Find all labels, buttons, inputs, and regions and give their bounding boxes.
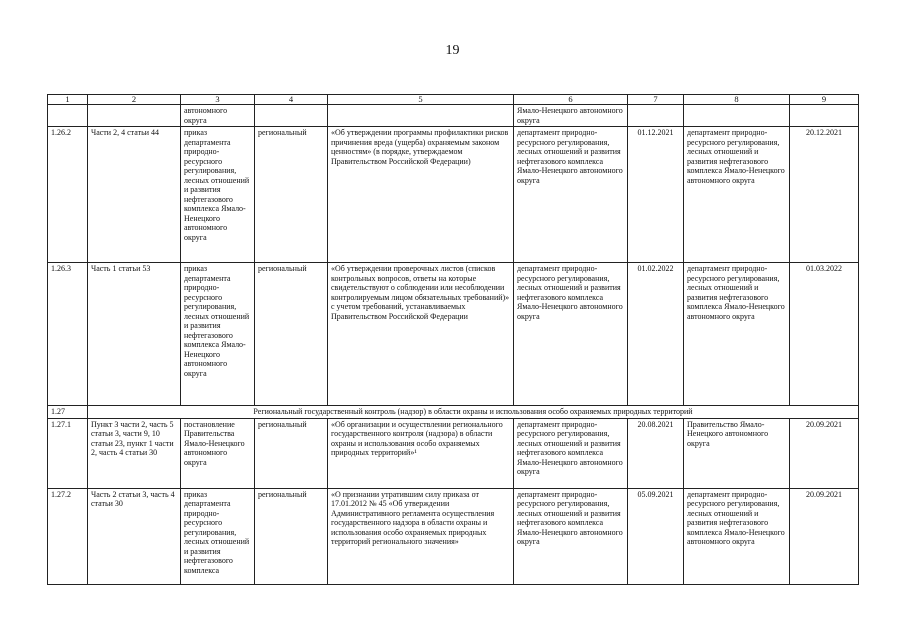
continuation-row xyxy=(48,105,859,127)
section-number-cell: 1.27 xyxy=(48,406,88,419)
table-row xyxy=(48,418,859,488)
plan-table xyxy=(47,94,859,585)
developer-cell: департамент природно-ресурсного регулирования, лесных отношений и развития нефтегазового комплекса Ямало-Ненецкого автономного округа xyxy=(514,418,628,488)
developer-cell: Ямало-Ненецкого автономного округа xyxy=(514,105,628,127)
row-number-cell: 1.27.2 xyxy=(48,488,88,584)
row-number-cell: 1.27.1 xyxy=(48,418,88,488)
legal-basis-cell: Часть 1 статьи 53 xyxy=(88,263,181,406)
column-number: 4 xyxy=(255,95,328,105)
row-number-cell: 1.26.2 xyxy=(48,127,88,263)
column-number: 9 xyxy=(790,95,859,105)
column-number: 6 xyxy=(514,95,628,105)
act-type-cell: постановление Правительства Ямало-Ненецкого автономного округа xyxy=(181,418,255,488)
column-number: 7 xyxy=(628,95,684,105)
responsible-cell: департамент природно-ресурсного регулирования, лесных отношений и развития нефтегазового комплекса Ямало-Ненецкого автономного округа xyxy=(684,263,790,406)
act-type-cell: автономного округа xyxy=(181,105,255,127)
act-name-cell: «Об утверждении программы профилактики рисков причинения вреда (ущерба) охраняемым законом ценностям» (в порядке, утверждаемом Правительством Российской Федерации) xyxy=(328,127,514,263)
table-row xyxy=(48,127,859,263)
deadline-cell: 20.09.2021 xyxy=(790,488,859,584)
column-number: 3 xyxy=(181,95,255,105)
date-cell: 01.02.2022 xyxy=(628,263,684,406)
column-number: 5 xyxy=(328,95,514,105)
developer-cell: департамент природно-ресурсного регулирования, лесных отношений и развития нефтегазового комплекса Ямало-Ненецкого автономного округа xyxy=(514,127,628,263)
table-row xyxy=(48,488,859,584)
developer-cell: департамент природно-ресурсного регулирования, лесных отношений и развития нефтегазового комплекса Ямало-Ненецкого автономного округа xyxy=(514,263,628,406)
level-cell: региональный xyxy=(255,263,328,406)
act-type-cell: приказ департамента природно-ресурсного регулирования, лесных отношений и развития нефтегазового комплекса Ямало-Ненецкого автономного округа xyxy=(181,127,255,263)
responsible-cell: Правительство Ямало-Ненецкого автономного округа xyxy=(684,418,790,488)
column-number: 2 xyxy=(88,95,181,105)
responsible-cell: департамент природно-ресурсного регулирования, лесных отношений и развития нефтегазового комплекса Ямало-Ненецкого автономного округа xyxy=(684,127,790,263)
column-number: 1 xyxy=(48,95,88,105)
column-number-row xyxy=(48,95,859,105)
act-type-cell: приказ департамента природно-ресурсного регулирования, лесных отношений и развития нефтегазового комплекса xyxy=(181,488,255,584)
section-title: Региональный государственный контроль (надзор) в области охраны и использования особо охраняемых природных территорий xyxy=(88,406,859,419)
legal-basis-cell: Пункт 3 части 2, часть 5 статьи 3, части 9, 10 статьи 23, пункт 1 части 2, часть 4 статьи 30 xyxy=(88,418,181,488)
level-cell: региональный xyxy=(255,488,328,584)
legal-basis-cell: Часть 2 статьи 3, часть 4 статьи 30 xyxy=(88,488,181,584)
date-cell: 20.08.2021 xyxy=(628,418,684,488)
developer-cell: департамент природно-ресурсного регулирования, лесных отношений и развития нефтегазового комплекса Ямало-Ненецкого автономного округа xyxy=(514,488,628,584)
act-name-cell: «Об утверждении проверочных листов (списков контрольных вопросов, ответы на которые свидетельствуют о соблюдении или несоблюдении контролируемым лицом обязательных требований)» с учетом требований, устанавливаемых Правительством Российской Федерации xyxy=(328,263,514,406)
deadline-cell: 01.03.2022 xyxy=(790,263,859,406)
level-cell: региональный xyxy=(255,127,328,263)
date-cell: 01.12.2021 xyxy=(628,127,684,263)
column-number: 8 xyxy=(684,95,790,105)
legal-basis-cell: Части 2, 4 статьи 44 xyxy=(88,127,181,263)
act-type-cell: приказ департамента природно-ресурсного регулирования, лесных отношений и развития нефтегазового комплекса Ямало-Ненецкого автономного округа xyxy=(181,263,255,406)
row-number-cell: 1.26.3 xyxy=(48,263,88,406)
deadline-cell: 20.12.2021 xyxy=(790,127,859,263)
section-row xyxy=(48,406,859,419)
page-number: 19 xyxy=(445,43,460,58)
table-row xyxy=(48,263,859,406)
deadline-cell: 20.09.2021 xyxy=(790,418,859,488)
level-cell: региональный xyxy=(255,418,328,488)
responsible-cell: департамент природно-ресурсного регулирования, лесных отношений и развития нефтегазового комплекса Ямало-Ненецкого автономного округа xyxy=(684,488,790,584)
date-cell: 05.09.2021 xyxy=(628,488,684,584)
act-name-cell: «О признании утратившим силу приказа от 17.01.2012 № 45 «Об утверждении Административного регламента осуществления государственного надзора в области охраны и использования особо охраняемых природных территорий регионального значения» xyxy=(328,488,514,584)
act-name-cell: «Об организации и осуществлении регионального государственного контроля (надзора) в области охраны и использования особо охраняемых природных территорий»¹ xyxy=(328,418,514,488)
